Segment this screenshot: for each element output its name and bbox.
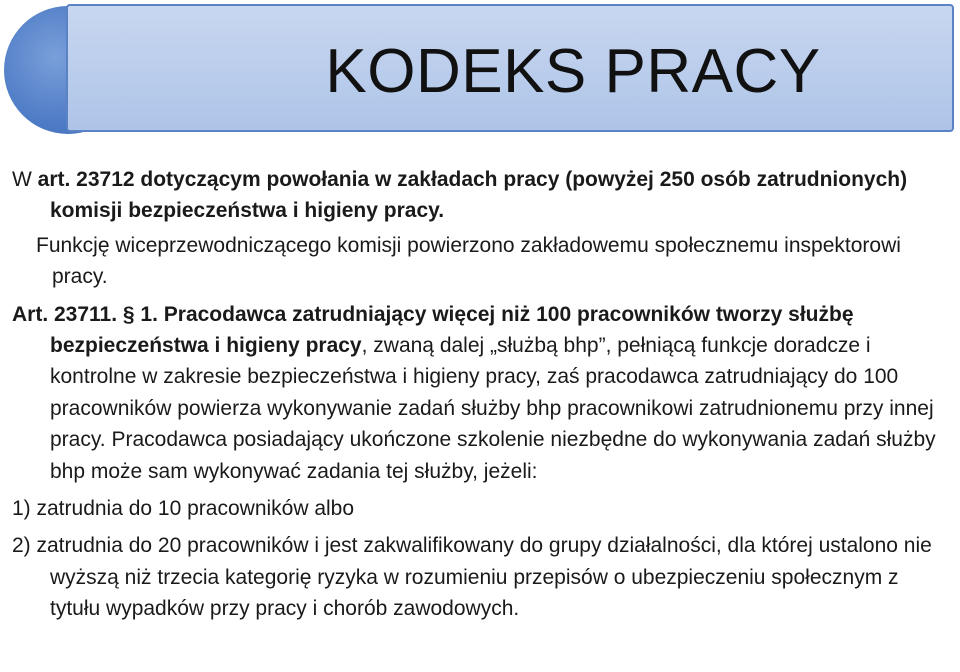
paragraph-vice-chair: Funkcję wiceprzewodniczącego komisji powierzono zakładowemu społecznemu inspektorowi pracy.: [36, 233, 901, 289]
slide-title: KODEKS PRACY: [325, 37, 821, 106]
list-item-2: 2) zatrudnia do 20 pracowników i jest zakwalifikowany do grupy działalności, dla której ustalono nie wyższą niż trzecia kategorię ryzyka w rozumieniu przepisów o ubezpieczeniu społecznym z tytułu wypadków przy pracy i chorób zawodowych.: [12, 534, 932, 621]
paragraph-art-23711: [12, 299, 952, 487]
paragraph-bold-text: art. 23712 dotyczącym powołania w zakładach pracy (powyżej 250 osób zatrudnionych) komisji bezpieczeństwa i higieny pracy.: [37, 168, 908, 223]
article-body-text: , zwaną dalej „służbą bhp”, pełniącą funkcje doradcze i kontrolne w zakresie bezpieczeństwa i higieny pracy, zaś pracodawca zatrudniający do 100 pracowników powierza wykonywanie zadań służby bhp pracownikowi zatrudnionemu przy innej pracy. Pracodawca posiadający ukończone szkolenie niezbędne do wykonywania zadań służby bhp może sam wykonywać zadania tej służby, jeżeli:: [50, 334, 936, 483]
article-heading-bold: Art. 23711. § 1. Pracodawca zatrudniający więcej niż 100 pracowników tworzy służbę bezpieczeństwa i higieny pracy: [12, 302, 854, 358]
slide-body: [12, 164, 952, 625]
title-banner: [66, 4, 954, 132]
list-item-1: 1) zatrudnia do 10 pracowników albo: [12, 497, 355, 521]
paragraph-prefix: W: [12, 168, 38, 191]
paragraph-art-23712: [12, 164, 952, 227]
